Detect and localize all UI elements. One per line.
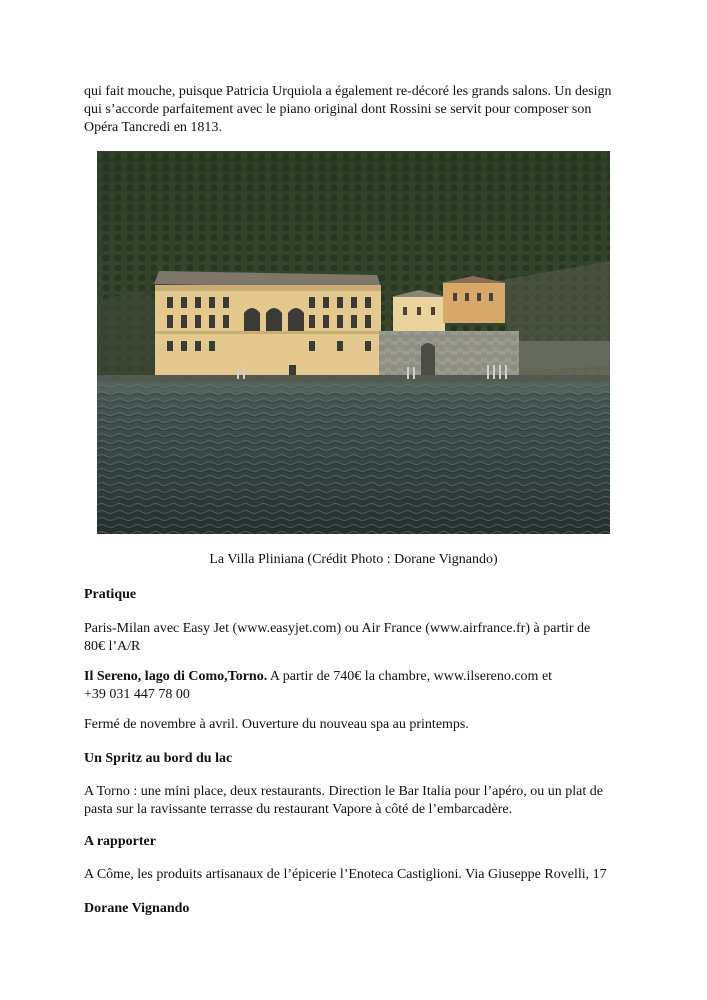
intro-paragraph	[84, 83, 644, 137]
photo-caption: La Villa Pliniana (Crédit Photo : Dorane Vignando)	[209, 552, 498, 567]
hotel-paragraph	[84, 668, 644, 704]
villa-pliniana-photo	[97, 151, 610, 534]
spritz-paragraph	[84, 783, 644, 819]
hotel-price-text: A partir de 740€ la chambre, www.ilsereno.com et	[267, 669, 553, 684]
closing-info: Fermé de novembre à avril. Ouverture du nouveau spa au printemps.	[84, 717, 469, 732]
hotel-line-2: +39 031 447 78 00	[84, 687, 190, 702]
spritz-line-2: pasta sur la ravissante terrasse du restaurant Vapore à côté de l’embarcadère.	[84, 802, 513, 817]
heading-spritz: Un Spritz au bord du lac	[84, 751, 233, 766]
rapporter-paragraph: A Côme, les produits artisanaux de l’épicerie l’Enoteca Castiglioni. Via Giuseppe Rovelli, 17	[84, 867, 607, 882]
author-signature: Dorane Vignando	[84, 901, 190, 916]
travel-paragraph	[84, 620, 644, 656]
heading-pratique: Pratique	[84, 587, 137, 602]
spritz-line-1: A Torno : une mini place, deux restaurants. Direction le Bar Italia pour l’apéro, ou un plat de	[84, 784, 603, 799]
intro-line-1: qui fait mouche, puisque Patricia Urquiola a également re-décoré les grands salons. Un design	[84, 84, 612, 99]
hotel-name: Il Sereno, lago di Como,Torno.	[84, 669, 268, 684]
travel-line-1: Paris-Milan avec Easy Jet (www.easyjet.com) ou Air France (www.airfrance.fr) à partir de	[84, 621, 591, 636]
hotel-line-1	[84, 668, 644, 686]
intro-line-3: Opéra Tancredi en 1813.	[84, 120, 222, 135]
heading-rapporter: A rapporter	[84, 834, 156, 849]
intro-line-2: qui s’accorde parfaitement avec le piano original dont Rossini se servit pour composer son	[84, 102, 592, 117]
travel-line-2: 80€ l’A/R	[84, 639, 141, 654]
